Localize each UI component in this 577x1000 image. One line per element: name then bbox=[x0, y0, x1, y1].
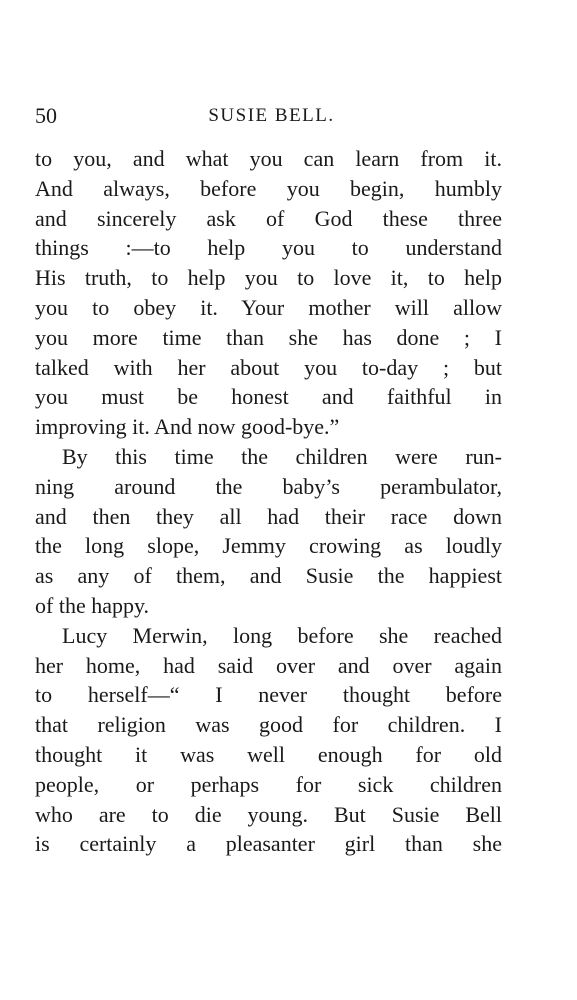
text-line: to herself—“ I never thought before bbox=[35, 682, 502, 708]
text-line: of the happy. bbox=[35, 592, 150, 618]
text-line: Lucy Merwin, long before she reached bbox=[62, 622, 502, 648]
text-line: improving it. And now good-bye.” bbox=[35, 414, 340, 440]
text-line: talked with her about you to-day ; but bbox=[35, 354, 502, 380]
text-line: you must be honest and faithful in bbox=[35, 384, 502, 410]
text-line: and then they all had their race down bbox=[35, 503, 502, 529]
text-line: who are to die young. But Susie Bell bbox=[35, 801, 502, 827]
text-line: the long slope, Jemmy crowing as loudly bbox=[35, 533, 502, 559]
text-line: is certainly a pleasanter girl than she bbox=[35, 831, 502, 857]
text-line: as any of them, and Susie the happiest bbox=[35, 563, 502, 589]
page-header bbox=[35, 100, 508, 132]
page-number: 50 bbox=[35, 103, 57, 128]
text-line: you more time than she has done ; I bbox=[35, 324, 502, 350]
body-text bbox=[35, 144, 502, 859]
text-line: ning around the baby’s perambulator, bbox=[35, 473, 502, 499]
text-line: that religion was good for children. I bbox=[35, 712, 502, 738]
text-line: to you, and what you can learn from it. bbox=[35, 146, 502, 171]
text-line: things :—to help you to understand bbox=[35, 235, 502, 261]
text-line: her home, had said over and over again bbox=[35, 652, 502, 678]
text-line: thought it was well enough for old bbox=[35, 741, 502, 767]
text-line: And always, before you begin, humbly bbox=[35, 175, 502, 201]
running-head: SUSIE BELL. bbox=[208, 105, 335, 126]
text-line: His truth, to help you to love it, to help bbox=[35, 265, 502, 291]
text-line: By this time the children were run- bbox=[62, 443, 502, 469]
text-line: and sincerely ask of God these three bbox=[35, 205, 502, 231]
text-line: you to obey it. Your mother will allow bbox=[35, 294, 502, 320]
text-line: people, or perhaps for sick children bbox=[35, 771, 502, 797]
